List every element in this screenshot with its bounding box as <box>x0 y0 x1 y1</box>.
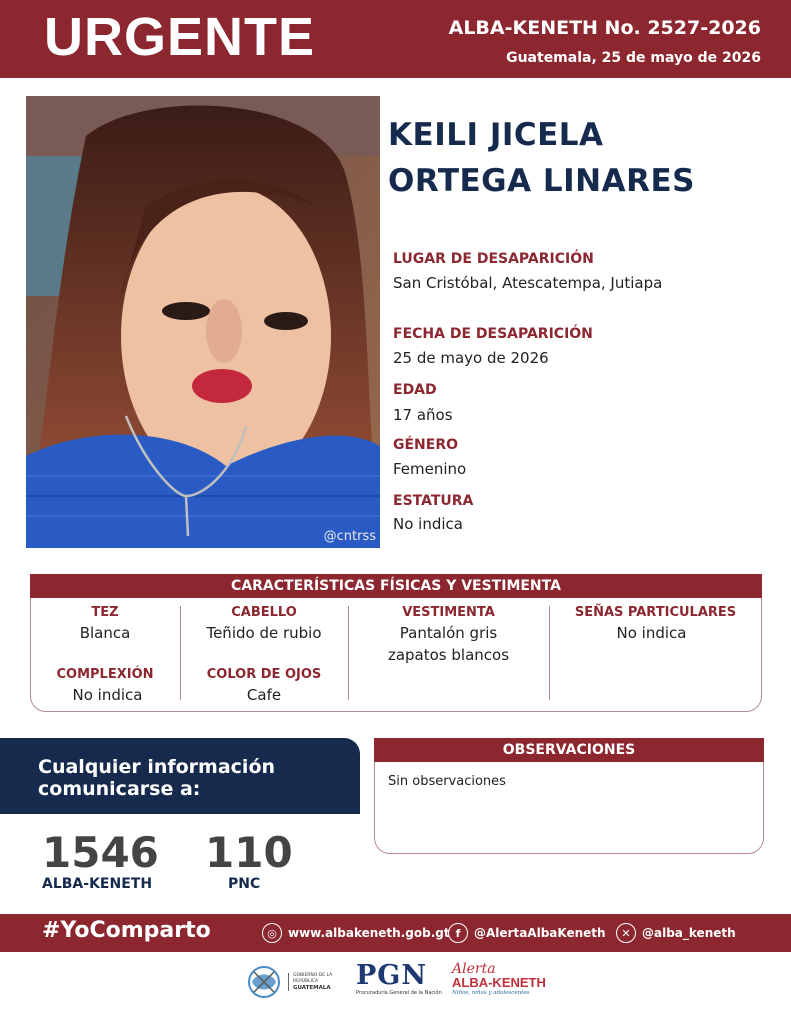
facebook-icon: f <box>448 923 468 943</box>
observations-text: Sin observaciones <box>388 774 506 789</box>
build-label: COMPLEXIÓN <box>56 667 154 682</box>
place-label: LUGAR DE DESAPARICIÓN <box>393 251 594 267</box>
government-text <box>288 973 348 991</box>
facebook-text: @AlertaAlbaKeneth <box>474 926 606 940</box>
name-line-2: ORTEGA LINARES <box>388 163 695 199</box>
alert-code: ALBA-KENETH No. 2527-2026 <box>448 17 761 39</box>
facebook-link[interactable] <box>448 923 606 943</box>
place-date: Guatemala, 25 de mayo de 2026 <box>506 50 761 66</box>
globe-icon: ◎ <box>262 923 282 943</box>
marks-value: No indica <box>616 624 687 642</box>
column-divider <box>549 606 550 700</box>
photo-watermark: @cntrss <box>323 529 376 544</box>
alerta-text: Alerta <box>452 961 496 977</box>
portrait-illustration <box>26 96 380 548</box>
clothing-line-1: Pantalón gris <box>399 624 498 642</box>
eye-color-label: COLOR DE OJOS <box>206 667 322 682</box>
height-value: No indica <box>393 515 463 533</box>
header-bar <box>0 0 791 78</box>
height-label: ESTATURA <box>393 493 474 509</box>
twitter-link[interactable] <box>616 923 736 943</box>
gob-line-2: GUATEMALA <box>293 985 331 991</box>
pgn-subtitle: Procuraduría General de la Nación <box>356 990 442 996</box>
contact-line-2: comunicarse a: <box>38 778 201 800</box>
characteristics-title: CARACTERÍSTICAS FÍSICAS Y VESTIMENTA <box>30 574 762 598</box>
clothing-line-2: zapatos blancos <box>387 646 510 664</box>
date-value: 25 de mayo de 2026 <box>393 349 549 367</box>
website-text: www.albakeneth.gob.gt <box>288 926 450 940</box>
government-logo <box>244 962 348 1002</box>
gob-line-1: GOBIERNO DE LA REPÚBLICA <box>293 973 333 984</box>
eye-color-value: Cafe <box>246 686 282 704</box>
website-link[interactable] <box>262 923 450 943</box>
hair-value: Teñido de rubio <box>206 624 322 642</box>
person-name <box>388 112 695 204</box>
pnc-number: 110 <box>205 828 293 877</box>
skin-value: Blanca <box>79 624 131 642</box>
alba-keneth-label: ALBA-KENETH <box>42 876 153 892</box>
pnc-label: PNC <box>228 876 261 892</box>
place-value: San Cristóbal, Atescatempa, Jutiapa <box>393 274 663 292</box>
x-icon: ✕ <box>616 923 636 943</box>
date-label: FECHA DE DESAPARICIÓN <box>393 326 593 342</box>
skin-label: TEZ <box>91 605 119 620</box>
pgn-text: PGN <box>356 960 428 991</box>
alba-keneth-logo <box>452 962 546 996</box>
gender-label: GÉNERO <box>393 437 459 453</box>
twitter-text: @alba_keneth <box>642 926 736 940</box>
contact-line-1: Cualquier información <box>38 756 276 778</box>
missing-person-photo <box>26 96 380 548</box>
observations-title: OBSERVACIONES <box>374 738 764 762</box>
alba-keneth-text: ALBA-KENETH <box>452 975 546 990</box>
age-label: EDAD <box>393 382 437 398</box>
build-value: No indica <box>72 686 143 704</box>
clothing-label: VESTIMENTA <box>402 605 495 620</box>
urgent-title: URGENTE <box>44 7 316 67</box>
hair-label: CABELLO <box>231 605 297 620</box>
age-value: 17 años <box>393 406 453 424</box>
gender-value: Femenino <box>393 460 467 478</box>
pgn-logo <box>356 962 442 996</box>
alba-subtitle: Niños, niñas y adolescentes <box>452 990 530 996</box>
name-line-1: KEILI JICELA <box>388 117 604 153</box>
coat-of-arms-icon <box>244 962 284 1002</box>
contact-text <box>38 756 275 800</box>
alba-keneth-number: 1546 <box>42 828 159 877</box>
marks-label: SEÑAS PARTICULARES <box>574 605 737 620</box>
hashtag: #YoComparto <box>42 918 211 943</box>
